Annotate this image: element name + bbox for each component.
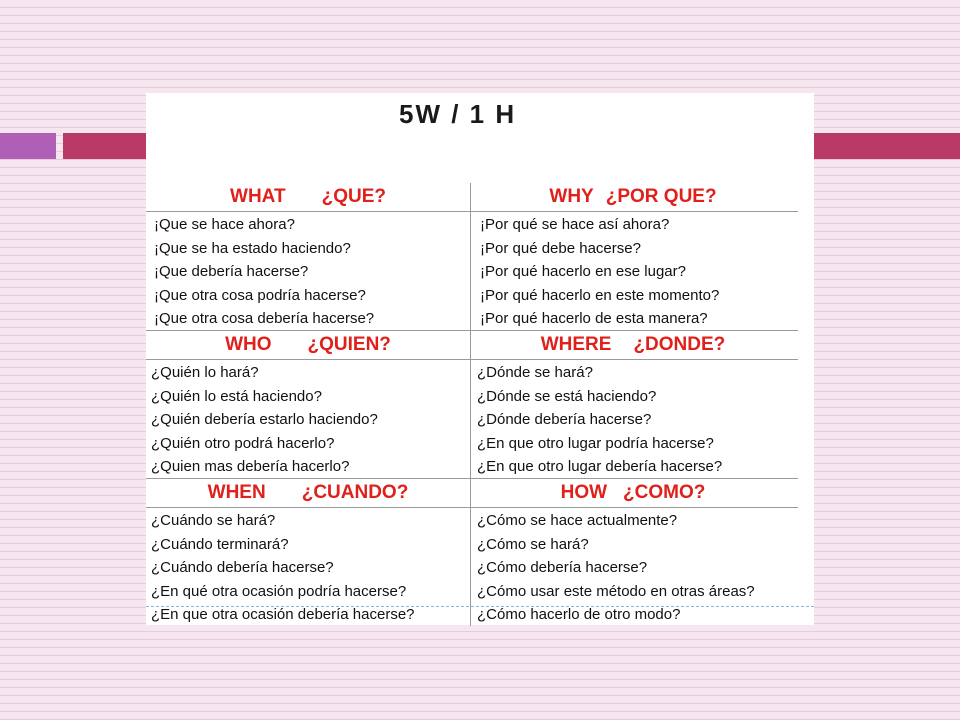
question-list-where <box>477 361 722 479</box>
list-item: ¿Dónde se hará? <box>477 364 593 381</box>
header-who: WHO ¿QUIEN? <box>225 334 391 355</box>
slide-image <box>146 93 814 625</box>
list-item: ¡Por qué hacerlo de esta manera? <box>480 310 708 328</box>
question-list-who <box>151 361 378 479</box>
question-list-when <box>151 509 415 627</box>
header-where: WHERE ¿DONDE? <box>540 334 726 355</box>
slide-title: 5W / 1 H <box>399 99 517 129</box>
header-why: WHY ¿POR QUE? <box>549 186 717 207</box>
header-what: WHAT ¿QUE? <box>230 186 386 207</box>
list-item: ¿Cómo se hará? <box>477 535 589 553</box>
list-item: ¡Que otra cosa podría hacerse? <box>154 286 366 304</box>
list-item: ¡Por qué hacerlo en este momento? <box>480 286 720 304</box>
header-divider <box>146 359 798 360</box>
list-item: ¿Quién otro podrá hacerlo? <box>151 434 335 452</box>
dashed-guide-line <box>146 606 814 607</box>
list-item: ¿Quien mas debería hacerlo? <box>151 458 350 476</box>
list-item: ¿Quién lo hará? <box>151 364 259 381</box>
list-item: ¡Que otra cosa debería hacerse? <box>154 310 375 328</box>
question-list-how <box>477 509 755 627</box>
list-item: ¡Que debería hacerse? <box>154 263 309 281</box>
header-how: HOW ¿COMO? <box>560 482 706 503</box>
list-item: ¿En que otro lugar debería hacerse? <box>477 458 723 476</box>
list-item: ¿Cuándo debería hacerse? <box>151 559 334 577</box>
question-list-what <box>154 213 374 331</box>
list-item: ¿Cómo usar este método en otras áreas? <box>477 582 755 600</box>
list-item: ¿Cuándo se hará? <box>151 512 276 529</box>
list-item: ¿En que otro lugar podría hacerse? <box>477 434 714 452</box>
question-table <box>146 183 798 624</box>
list-item: ¡Por qué debe hacerse? <box>480 239 641 257</box>
list-item: ¿En que otra ocasión debería hacerse? <box>151 606 415 624</box>
header-divider <box>146 507 798 508</box>
list-item: ¿Cómo debería hacerse? <box>477 559 648 577</box>
list-item: ¿Quién lo está haciendo? <box>151 387 322 405</box>
question-list-why <box>480 213 719 331</box>
list-item: ¿Dónde se está haciendo? <box>477 387 657 405</box>
list-item: ¡Que se hace ahora? <box>154 216 295 233</box>
list-item: ¡Por qué se hace así ahora? <box>480 216 670 233</box>
table-section-when-how <box>146 479 798 624</box>
list-item: ¿Cómo hacerlo de otro modo? <box>477 606 681 624</box>
header-divider <box>146 211 798 212</box>
accent-bar-left <box>0 133 56 159</box>
list-item: ¿Quién debería estarlo haciendo? <box>151 411 378 429</box>
list-item: ¿Cómo se hace actualmente? <box>477 512 678 529</box>
table-section-who-where <box>146 331 798 479</box>
list-item: ¿Cuándo terminará? <box>151 535 289 553</box>
header-when: WHEN ¿CUANDO? <box>207 482 409 503</box>
table-section-what-why <box>146 183 798 331</box>
list-item: ¿En qué otra ocasión podría hacerse? <box>151 582 407 600</box>
list-item: ¡Por qué hacerlo en ese lugar? <box>480 263 686 281</box>
list-item: ¡Que se ha estado haciendo? <box>154 239 351 257</box>
list-item: ¿Dónde debería hacerse? <box>477 411 652 429</box>
